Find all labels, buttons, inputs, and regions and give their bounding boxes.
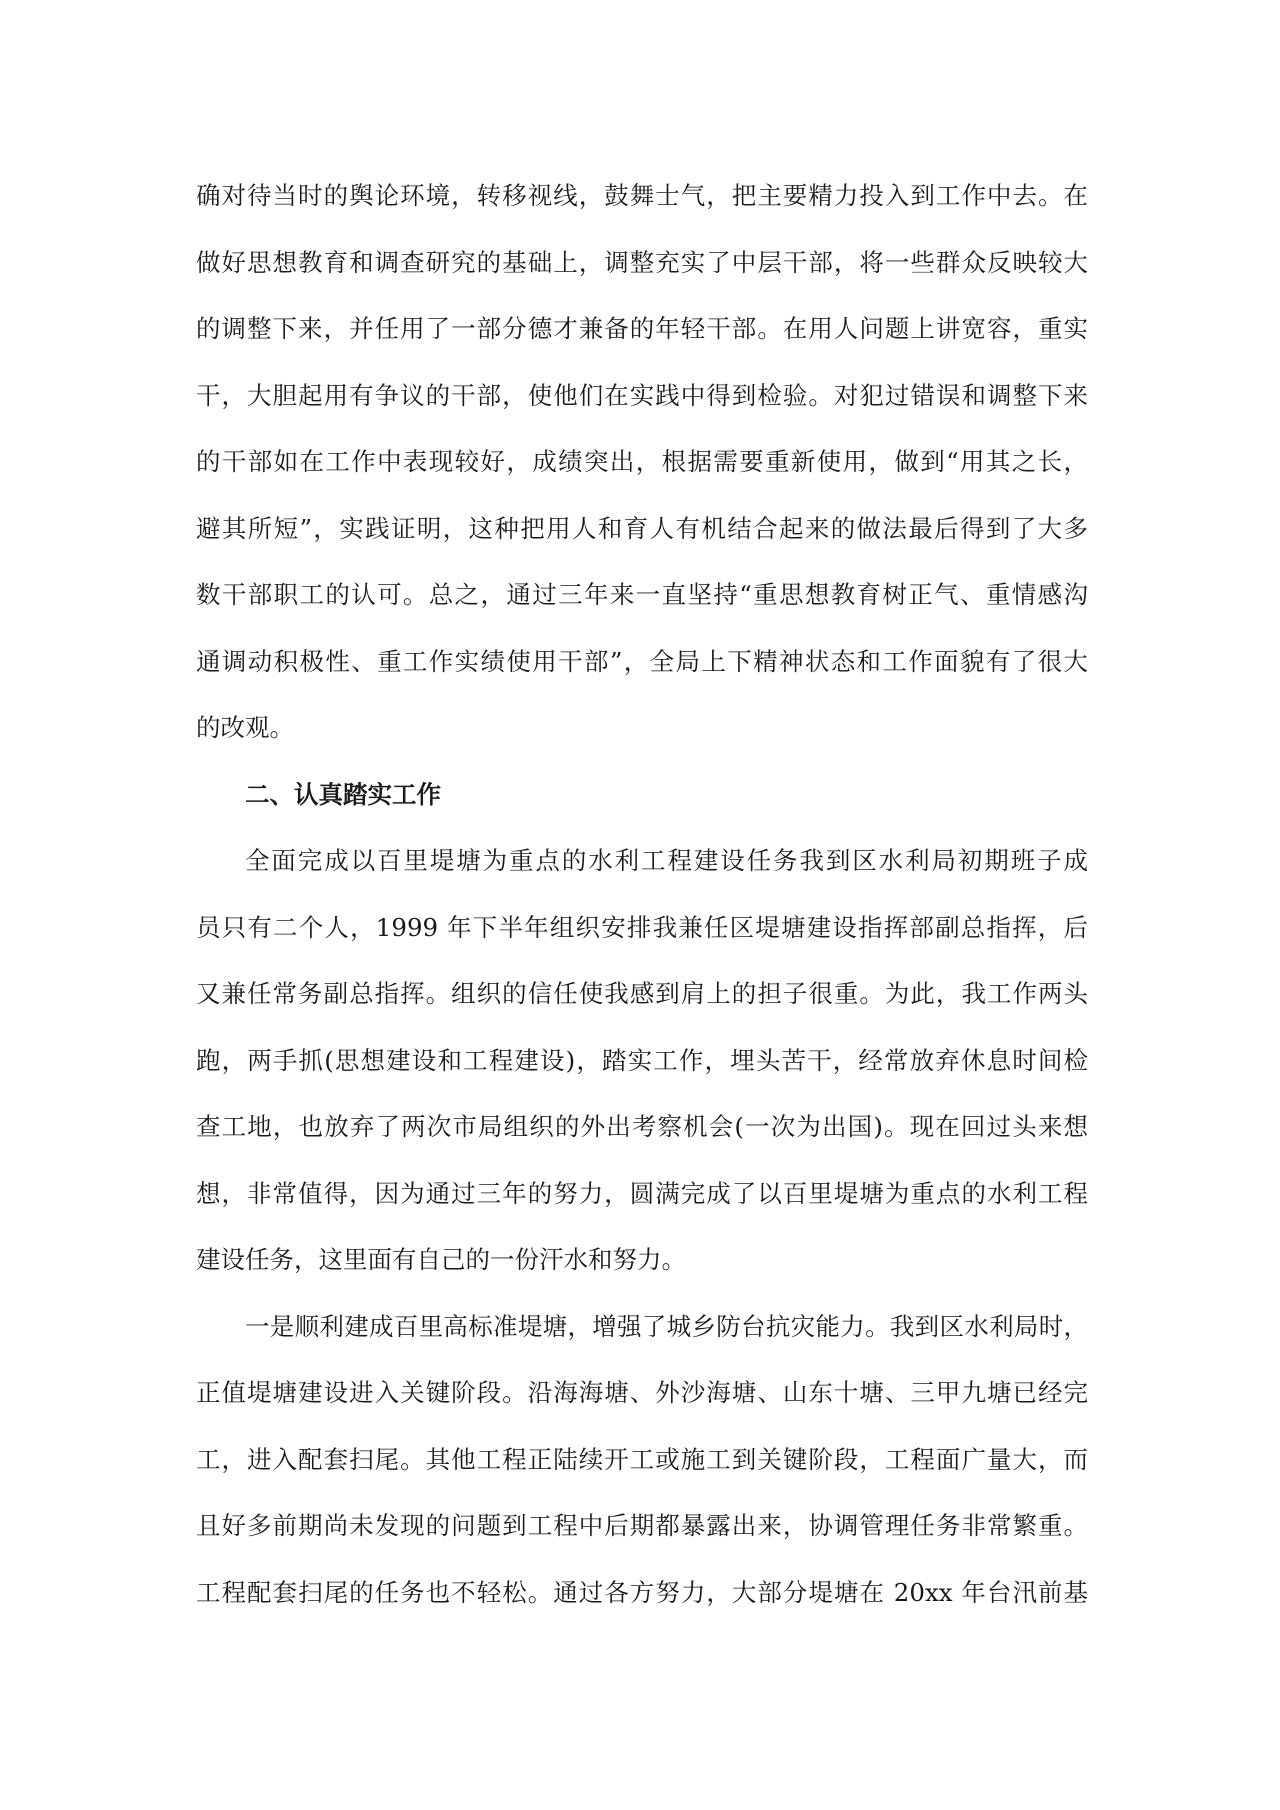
paragraph-line: 数干部职工的认可。总之，通过三年来一直坚持“重思想教育树正气、重情感沟 (196, 580, 1088, 609)
paragraph-line: 又兼任常务副总指挥。组织的信任使我感到肩上的担子很重。为此，我工作两头 (196, 979, 1088, 1008)
paragraph-3 (196, 1294, 1088, 1627)
paragraph-line: 跑，两手抓(思想建设和工程建设)，踏实工作，埋头苦干，经常放弃休息时间检 (196, 1045, 1088, 1075)
paragraph-line: 查工地，也放弃了两次市局组织的外出考察机会(一次为出国)。现在回过头来想 (196, 1112, 1088, 1141)
paragraph-line: 工，进入配套扫尾。其他工程正陆续开工或施工到关键阶段，工程面广量大，而 (196, 1444, 1088, 1474)
paragraph-line: 干，大胆起用有争议的干部，使他们在实践中得到检验。对犯过错误和调整下来 (196, 380, 1088, 410)
paragraph-1 (196, 163, 1088, 762)
paragraph-line: 建设任务，这里面有自己的一份汗水和努力。 (196, 1245, 686, 1274)
paragraph-line: 员只有二个人，1999 年下半年组织安排我兼任区堤塘建设指挥部副总指挥，后 (196, 912, 1088, 942)
paragraph-line: 一是顺利建成百里高标准堤塘，增强了城乡防台抗灾能力。我到区水利局时， (245, 1311, 1088, 1341)
section-heading: 二、认真踏实工作 (245, 779, 441, 809)
paragraph-line: 全面完成以百里堤塘为重点的水利工程建设任务我到区水利局初期班子成 (245, 846, 1088, 875)
document-body (196, 163, 1088, 1626)
paragraph-line: 的调整下来，并任用了一部分德才兼备的年轻干部。在用人问题上讲宽容，重实 (196, 314, 1088, 343)
paragraph-line: 工程配套扫尾的任务也不轻松。通过各方努力，大部分堤塘在 20xx 年台汛前基 (196, 1577, 1088, 1607)
paragraph-2 (196, 828, 1088, 1294)
paragraph-line: 想，非常值得，因为通过三年的努力，圆满完成了以百里堤塘为重点的水利工程 (196, 1178, 1088, 1208)
paragraph-line: 通调动积极性、重工作实绩使用干部”，全局上下精神状态和工作面貌有了很大 (196, 646, 1088, 676)
paragraph-line: 且好多前期尚未发现的问题到工程中后期都暴露出来，协调管理任务非常繁重。 (196, 1511, 1088, 1540)
paragraph-line: 做好思想教育和调查研究的基础上，调整充实了中层干部，将一些群众反映较大 (196, 247, 1088, 277)
paragraph-line: 的干部如在工作中表现较好，成绩突出，根据需要重新使用，做到“用其之长， (196, 447, 1088, 476)
paragraph-line: 的改观。 (196, 713, 294, 742)
paragraph-line: 确对待当时的舆论环境，转移视线，鼓舞士气，把主要精力投入到工作中去。在 (196, 181, 1088, 210)
paragraph-line: 避其所短”，实践证明，这种把用人和育人有机结合起来的做法最后得到了大多 (196, 513, 1088, 543)
paragraph-line: 正值堤塘建设进入关键阶段。沿海海塘、外沙海塘、山东十塘、三甲九塘已经完 (196, 1378, 1088, 1407)
